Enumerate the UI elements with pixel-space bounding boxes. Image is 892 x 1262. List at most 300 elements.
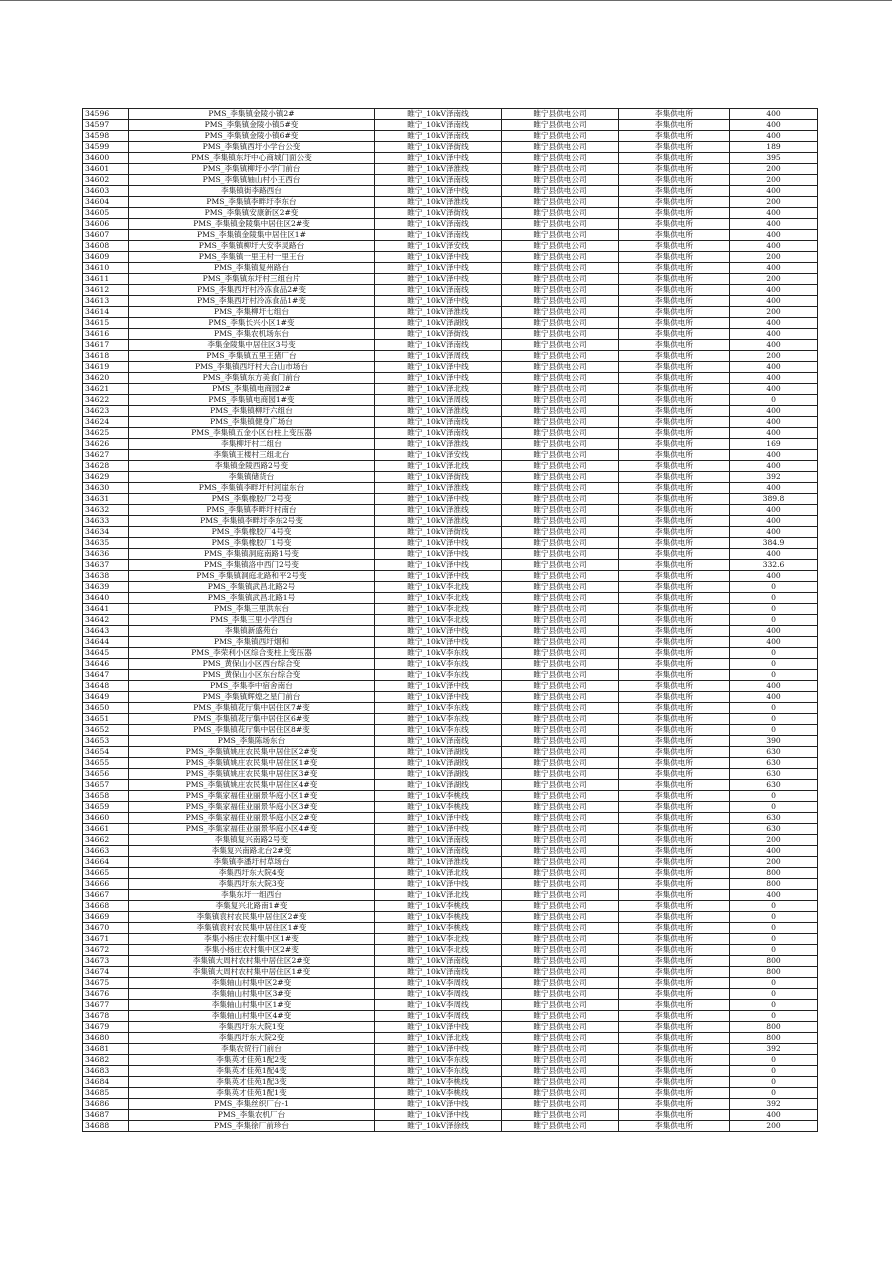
feeder-line-cell: 睢宁_10kV泽湖线	[375, 747, 502, 758]
feeder-line-cell: 睢宁_10kV泽安线	[375, 241, 502, 252]
supply-station-cell: 李集供电所	[619, 670, 730, 681]
station-name-cell: PMS_李集镇武昌北路2号	[129, 582, 375, 593]
table-row	[83, 329, 818, 340]
capacity-cell: 0	[730, 802, 818, 813]
row-id-cell: 34684	[83, 1077, 129, 1088]
table-row	[83, 736, 818, 747]
row-id-cell: 34604	[83, 197, 129, 208]
row-id-cell: 34640	[83, 593, 129, 604]
station-name-cell: PMS_李集李中宿舍南台	[129, 681, 375, 692]
row-id-cell: 34688	[83, 1121, 129, 1132]
capacity-cell: 400	[730, 109, 818, 120]
capacity-cell: 400	[730, 571, 818, 582]
feeder-line-cell: 睢宁_10kV李北线	[375, 934, 502, 945]
row-id-cell: 34659	[83, 802, 129, 813]
supply-station-cell: 李集供电所	[619, 120, 730, 131]
company-cell: 睢宁县供电公司	[502, 1033, 619, 1044]
row-id-cell: 34598	[83, 131, 129, 142]
company-cell: 睢宁县供电公司	[502, 1055, 619, 1066]
capacity-cell: 0	[730, 582, 818, 593]
table-row	[83, 824, 818, 835]
feeder-line-cell: 睢宁_10kV泽中线	[375, 626, 502, 637]
row-id-cell: 34616	[83, 329, 129, 340]
station-name-cell: PMS_李集陈场东台	[129, 736, 375, 747]
row-id-cell: 34686	[83, 1099, 129, 1110]
company-cell: 睢宁县供电公司	[502, 571, 619, 582]
feeder-line-cell: 睢宁_10kV李东线	[375, 659, 502, 670]
table-row	[83, 120, 818, 131]
supply-station-cell: 李集供电所	[619, 395, 730, 406]
company-cell: 睢宁县供电公司	[502, 758, 619, 769]
station-name-cell: PMS_李集长兴小区1#变	[129, 318, 375, 329]
company-cell: 睢宁县供电公司	[502, 791, 619, 802]
station-name-cell: 李集镇街李路西台	[129, 186, 375, 197]
capacity-cell: 169	[730, 439, 818, 450]
station-name-cell: 李集镇王楼村三组北台	[129, 450, 375, 461]
table-row	[83, 637, 818, 648]
table-row	[83, 296, 818, 307]
company-cell: 睢宁县供电公司	[502, 802, 619, 813]
station-name-cell: PMS_李集镇金陵集中居住区2#变	[129, 219, 375, 230]
feeder-line-cell: 睢宁_10kV泽北线	[375, 384, 502, 395]
capacity-cell: 0	[730, 1011, 818, 1022]
table-row	[83, 263, 818, 274]
company-cell: 睢宁县供电公司	[502, 120, 619, 131]
feeder-line-cell: 睢宁_10kV泽淮线	[375, 164, 502, 175]
feeder-line-cell: 睢宁_10kV泽中线	[375, 692, 502, 703]
capacity-cell: 200	[730, 1121, 818, 1132]
capacity-cell: 400	[730, 131, 818, 142]
station-name-cell: PMS_李集镇李畔圩村南台	[129, 505, 375, 516]
station-name-cell: PMS_李集镇金陵小镇2#	[129, 109, 375, 120]
page-top-border	[0, 0, 892, 1]
feeder-line-cell: 睢宁_10kV泽中线	[375, 263, 502, 274]
capacity-cell: 400	[730, 384, 818, 395]
station-name-cell: 李集西圩东大院2变	[129, 1033, 375, 1044]
feeder-line-cell: 睢宁_10kV泽周线	[375, 351, 502, 362]
station-name-cell: 李集镇新盛苑台	[129, 626, 375, 637]
table-row	[83, 1099, 818, 1110]
supply-station-cell: 李集供电所	[619, 208, 730, 219]
company-cell: 睢宁县供电公司	[502, 956, 619, 967]
row-id-cell: 34605	[83, 208, 129, 219]
capacity-cell: 200	[730, 351, 818, 362]
feeder-line-cell: 睢宁_10kV泽安线	[375, 450, 502, 461]
supply-station-cell: 李集供电所	[619, 923, 730, 934]
supply-station-cell: 李集供电所	[619, 230, 730, 241]
supply-station-cell: 李集供电所	[619, 307, 730, 318]
station-name-cell: PMS_李集镇辉煌之星门前台	[129, 692, 375, 703]
feeder-line-cell: 睢宁_10kV泽南线	[375, 835, 502, 846]
company-cell: 睢宁县供电公司	[502, 681, 619, 692]
company-cell: 睢宁县供电公司	[502, 483, 619, 494]
row-id-cell: 34674	[83, 967, 129, 978]
station-name-cell: PMS_李集镇金陵小镇6#变	[129, 131, 375, 142]
table-row	[83, 1110, 818, 1121]
supply-station-cell: 李集供电所	[619, 428, 730, 439]
row-id-cell: 34620	[83, 373, 129, 384]
capacity-cell: 400	[730, 483, 818, 494]
table-row	[83, 1121, 818, 1132]
row-id-cell: 34642	[83, 615, 129, 626]
row-id-cell: 34685	[83, 1088, 129, 1099]
row-id-cell: 34654	[83, 747, 129, 758]
capacity-cell: 400	[730, 461, 818, 472]
table-body	[83, 109, 818, 1132]
feeder-line-cell: 睢宁_10kV泽中线	[375, 1022, 502, 1033]
table-row	[83, 703, 818, 714]
table-row	[83, 835, 818, 846]
table-row	[83, 758, 818, 769]
company-cell: 睢宁县供电公司	[502, 329, 619, 340]
capacity-cell: 400	[730, 549, 818, 560]
capacity-cell: 630	[730, 769, 818, 780]
table-row	[83, 439, 818, 450]
supply-station-cell: 李集供电所	[619, 824, 730, 835]
station-name-cell: PMS_黄保山小区东台综合变	[129, 670, 375, 681]
capacity-cell: 0	[730, 395, 818, 406]
supply-station-cell: 李集供电所	[619, 593, 730, 604]
company-cell: 睢宁县供电公司	[502, 395, 619, 406]
feeder-line-cell: 睢宁_10kV泽南线	[375, 967, 502, 978]
station-name-cell: 李集东圩一组西台	[129, 890, 375, 901]
station-name-cell: PMS_李集镇柳圩大安李灵路台	[129, 241, 375, 252]
feeder-line-cell: 睢宁_10kV泽中线	[375, 296, 502, 307]
table-row	[83, 868, 818, 879]
supply-station-cell: 李集供电所	[619, 1066, 730, 1077]
capacity-cell: 0	[730, 648, 818, 659]
row-id-cell: 34666	[83, 879, 129, 890]
feeder-line-cell: 睢宁_10kV泽淮线	[375, 307, 502, 318]
capacity-cell: 0	[730, 934, 818, 945]
row-id-cell: 34611	[83, 274, 129, 285]
company-cell: 睢宁县供电公司	[502, 890, 619, 901]
capacity-cell: 400	[730, 637, 818, 648]
company-cell: 睢宁县供电公司	[502, 1000, 619, 1011]
capacity-cell: 0	[730, 1055, 818, 1066]
row-id-cell: 34664	[83, 857, 129, 868]
station-name-cell: 李集西圩东大院1变	[129, 1022, 375, 1033]
row-id-cell: 34648	[83, 681, 129, 692]
table-row	[83, 582, 818, 593]
supply-station-cell: 李集供电所	[619, 934, 730, 945]
table-row	[83, 560, 818, 571]
feeder-line-cell: 睢宁_10kV泽南线	[375, 285, 502, 296]
capacity-cell: 400	[730, 263, 818, 274]
feeder-line-cell: 睢宁_10kV泽湖线	[375, 780, 502, 791]
station-name-cell: 李集轴山村集中区4#变	[129, 1011, 375, 1022]
supply-station-cell: 李集供电所	[619, 241, 730, 252]
feeder-line-cell: 睢宁_10kV泽南线	[375, 230, 502, 241]
row-id-cell: 34596	[83, 109, 129, 120]
row-id-cell: 34687	[83, 1110, 129, 1121]
capacity-cell: 630	[730, 813, 818, 824]
row-id-cell: 34643	[83, 626, 129, 637]
supply-station-cell: 李集供电所	[619, 494, 730, 505]
capacity-cell: 390	[730, 736, 818, 747]
station-name-cell: PMS_李集镇洞庭南路1号变	[129, 549, 375, 560]
station-name-cell: 李集轴山村集中区2#变	[129, 978, 375, 989]
feeder-line-cell: 睢宁_10kV泽淮线	[375, 505, 502, 516]
capacity-cell: 0	[730, 989, 818, 1000]
capacity-cell: 200	[730, 175, 818, 186]
table-row	[83, 1033, 818, 1044]
company-cell: 睢宁县供电公司	[502, 648, 619, 659]
table-row	[83, 230, 818, 241]
supply-station-cell: 李集供电所	[619, 516, 730, 527]
station-name-cell: PMS_李集镇姚庄农民集中居住区3#变	[129, 769, 375, 780]
feeder-line-cell: 睢宁_10kV泽中线	[375, 637, 502, 648]
supply-station-cell: 李集供电所	[619, 703, 730, 714]
feeder-line-cell: 睢宁_10kV泽淮线	[375, 857, 502, 868]
row-id-cell: 34678	[83, 1011, 129, 1022]
feeder-line-cell: 睢宁_10kV泽中线	[375, 560, 502, 571]
supply-station-cell: 李集供电所	[619, 450, 730, 461]
company-cell: 睢宁县供电公司	[502, 153, 619, 164]
company-cell: 睢宁县供电公司	[502, 406, 619, 417]
table-row	[83, 197, 818, 208]
table-row	[83, 681, 818, 692]
supply-station-cell: 李集供电所	[619, 1011, 730, 1022]
feeder-line-cell: 睢宁_10kV泽淮线	[375, 516, 502, 527]
company-cell: 睢宁县供电公司	[502, 725, 619, 736]
station-name-cell: PMS_李集柳圩七组台	[129, 307, 375, 318]
table-row	[83, 1088, 818, 1099]
supply-station-cell: 李集供电所	[619, 439, 730, 450]
capacity-cell: 800	[730, 956, 818, 967]
supply-station-cell: 李集供电所	[619, 505, 730, 516]
supply-station-cell: 李集供电所	[619, 1077, 730, 1088]
table-row	[83, 285, 818, 296]
station-name-cell: PMS_李集镇姚庄农民集中居住区1#变	[129, 758, 375, 769]
row-id-cell: 34672	[83, 945, 129, 956]
feeder-line-cell: 睢宁_10kV泽北线	[375, 890, 502, 901]
feeder-line-cell: 睢宁_10kV泽北线	[375, 868, 502, 879]
row-id-cell: 34650	[83, 703, 129, 714]
company-cell: 睢宁县供电公司	[502, 626, 619, 637]
feeder-line-cell: 睢宁_10kV李北线	[375, 604, 502, 615]
supply-station-cell: 李集供电所	[619, 846, 730, 857]
capacity-cell: 400	[730, 219, 818, 230]
table-row	[83, 450, 818, 461]
company-cell: 睢宁县供电公司	[502, 384, 619, 395]
table-row	[83, 395, 818, 406]
table-row	[83, 626, 818, 637]
table-row	[83, 791, 818, 802]
row-id-cell: 34631	[83, 494, 129, 505]
feeder-line-cell: 睢宁_10kV泽中线	[375, 1110, 502, 1121]
supply-station-cell: 李集供电所	[619, 637, 730, 648]
supply-station-cell: 李集供电所	[619, 263, 730, 274]
row-id-cell: 34660	[83, 813, 129, 824]
station-name-cell: 李集西圩东大院4变	[129, 868, 375, 879]
capacity-cell: 189	[730, 142, 818, 153]
company-cell: 睢宁县供电公司	[502, 219, 619, 230]
company-cell: 睢宁县供电公司	[502, 593, 619, 604]
table-row	[83, 1055, 818, 1066]
company-cell: 睢宁县供电公司	[502, 901, 619, 912]
company-cell: 睢宁县供电公司	[502, 967, 619, 978]
supply-station-cell: 李集供电所	[619, 285, 730, 296]
company-cell: 睢宁县供电公司	[502, 659, 619, 670]
row-id-cell: 34597	[83, 120, 129, 131]
capacity-cell: 400	[730, 692, 818, 703]
feeder-line-cell: 睢宁_10kV泽中线	[375, 538, 502, 549]
station-name-cell: PMS_李集家福佳业丽景华庭小区2#变	[129, 813, 375, 824]
supply-station-cell: 李集供电所	[619, 362, 730, 373]
feeder-line-cell: 睢宁_10kV泽中线	[375, 1099, 502, 1110]
supply-station-cell: 李集供电所	[619, 945, 730, 956]
supply-station-cell: 李集供电所	[619, 1033, 730, 1044]
table-row	[83, 989, 818, 1000]
company-cell: 睢宁县供电公司	[502, 197, 619, 208]
supply-station-cell: 李集供电所	[619, 153, 730, 164]
feeder-line-cell: 睢宁_10kV李桃线	[375, 1077, 502, 1088]
supply-station-cell: 李集供电所	[619, 967, 730, 978]
supply-station-cell: 李集供电所	[619, 318, 730, 329]
row-id-cell: 34627	[83, 450, 129, 461]
station-name-cell: PMS_李集镇洞庭北路和平2号变	[129, 571, 375, 582]
company-cell: 睢宁县供电公司	[502, 637, 619, 648]
supply-station-cell: 李集供电所	[619, 164, 730, 175]
table-row	[83, 505, 818, 516]
feeder-line-cell: 睢宁_10kV李北线	[375, 615, 502, 626]
row-id-cell: 34647	[83, 670, 129, 681]
row-id-cell: 34679	[83, 1022, 129, 1033]
company-cell: 睢宁县供电公司	[502, 109, 619, 120]
capacity-cell: 0	[730, 714, 818, 725]
supply-station-cell: 李集供电所	[619, 109, 730, 120]
row-id-cell: 34668	[83, 901, 129, 912]
capacity-cell: 389.8	[730, 494, 818, 505]
capacity-cell: 400	[730, 417, 818, 428]
supply-station-cell: 李集供电所	[619, 901, 730, 912]
company-cell: 睢宁县供电公司	[502, 241, 619, 252]
company-cell: 睢宁县供电公司	[502, 362, 619, 373]
capacity-cell: 630	[730, 780, 818, 791]
company-cell: 睢宁县供电公司	[502, 703, 619, 714]
row-id-cell: 34624	[83, 417, 129, 428]
station-name-cell: PMS_黄保山小区西台综合变	[129, 659, 375, 670]
company-cell: 睢宁县供电公司	[502, 934, 619, 945]
company-cell: 睢宁县供电公司	[502, 516, 619, 527]
capacity-cell: 400	[730, 362, 818, 373]
station-name-cell: PMS_李集镇轴山村小王西台	[129, 175, 375, 186]
row-id-cell: 34653	[83, 736, 129, 747]
table-row	[83, 373, 818, 384]
station-name-cell: 李集镇储货台	[129, 472, 375, 483]
supply-station-cell: 李集供电所	[619, 252, 730, 263]
supply-station-cell: 李集供电所	[619, 1044, 730, 1055]
supply-station-cell: 李集供电所	[619, 604, 730, 615]
row-id-cell: 34641	[83, 604, 129, 615]
feeder-line-cell: 睢宁_10kV泽中线	[375, 252, 502, 263]
supply-station-cell: 李集供电所	[619, 736, 730, 747]
capacity-cell: 400	[730, 1110, 818, 1121]
company-cell: 睢宁县供电公司	[502, 175, 619, 186]
company-cell: 睢宁县供电公司	[502, 1022, 619, 1033]
company-cell: 睢宁县供电公司	[502, 527, 619, 538]
station-name-cell: PMS_李集镇五里王猪厂台	[129, 351, 375, 362]
feeder-line-cell: 睢宁_10kV泽中线	[375, 824, 502, 835]
capacity-cell: 0	[730, 659, 818, 670]
table-row	[83, 813, 818, 824]
table-row	[83, 527, 818, 538]
row-id-cell: 34635	[83, 538, 129, 549]
row-id-cell: 34673	[83, 956, 129, 967]
company-cell: 睢宁县供电公司	[502, 879, 619, 890]
row-id-cell: 34607	[83, 230, 129, 241]
capacity-cell: 400	[730, 890, 818, 901]
row-id-cell: 34670	[83, 923, 129, 934]
station-name-cell: PMS_李集镇花厅集中居住区6#变	[129, 714, 375, 725]
company-cell: 睢宁县供电公司	[502, 747, 619, 758]
supply-station-cell: 李集供电所	[619, 175, 730, 186]
feeder-line-cell: 睢宁_10kV泽街线	[375, 208, 502, 219]
row-id-cell: 34601	[83, 164, 129, 175]
company-cell: 睢宁县供电公司	[502, 307, 619, 318]
table-row	[83, 549, 818, 560]
company-cell: 睢宁县供电公司	[502, 813, 619, 824]
feeder-line-cell: 睢宁_10kV泽中线	[375, 186, 502, 197]
company-cell: 睢宁县供电公司	[502, 340, 619, 351]
company-cell: 睢宁县供电公司	[502, 131, 619, 142]
row-id-cell: 34615	[83, 318, 129, 329]
company-cell: 睢宁县供电公司	[502, 428, 619, 439]
supply-station-cell: 李集供电所	[619, 769, 730, 780]
company-cell: 睢宁县供电公司	[502, 868, 619, 879]
station-name-cell: PMS_李集镇李畔圩李东台	[129, 197, 375, 208]
capacity-cell: 0	[730, 901, 818, 912]
row-id-cell: 34626	[83, 439, 129, 450]
capacity-cell: 392	[730, 1099, 818, 1110]
feeder-line-cell: 睢宁_10kV泽北线	[375, 461, 502, 472]
station-name-cell: PMS_李集镇东圩村三组台片	[129, 274, 375, 285]
station-name-cell: PMS_李集镇姚庄农民集中居住区4#变	[129, 780, 375, 791]
supply-station-cell: 李集供电所	[619, 483, 730, 494]
company-cell: 睢宁县供电公司	[502, 1110, 619, 1121]
row-id-cell: 34602	[83, 175, 129, 186]
feeder-line-cell: 睢宁_10kV泽南线	[375, 736, 502, 747]
company-cell: 睢宁县供电公司	[502, 373, 619, 384]
supply-station-cell: 李集供电所	[619, 373, 730, 384]
capacity-cell: 400	[730, 373, 818, 384]
company-cell: 睢宁县供电公司	[502, 285, 619, 296]
station-name-cell: PMS_李集三里洪东台	[129, 604, 375, 615]
supply-station-cell: 李集供电所	[619, 1000, 730, 1011]
table-row	[83, 175, 818, 186]
row-id-cell: 34613	[83, 296, 129, 307]
row-id-cell: 34649	[83, 692, 129, 703]
station-name-cell: PMS_李集镇一里王村一里王台	[129, 252, 375, 263]
table-row	[83, 351, 818, 362]
table-row	[83, 912, 818, 923]
supply-station-cell: 李集供电所	[619, 714, 730, 725]
station-name-cell: 李集复兴北路南1#变	[129, 901, 375, 912]
capacity-cell: 400	[730, 626, 818, 637]
row-id-cell: 34676	[83, 989, 129, 1000]
row-id-cell: 34618	[83, 351, 129, 362]
row-id-cell: 34625	[83, 428, 129, 439]
row-id-cell: 34677	[83, 1000, 129, 1011]
feeder-line-cell: 睢宁_10kV李桃线	[375, 802, 502, 813]
capacity-cell: 400	[730, 186, 818, 197]
company-cell: 睢宁县供电公司	[502, 1066, 619, 1077]
row-id-cell: 34628	[83, 461, 129, 472]
table-row	[83, 461, 818, 472]
feeder-line-cell: 睢宁_10kV李周线	[375, 1011, 502, 1022]
company-cell: 睢宁县供电公司	[502, 615, 619, 626]
